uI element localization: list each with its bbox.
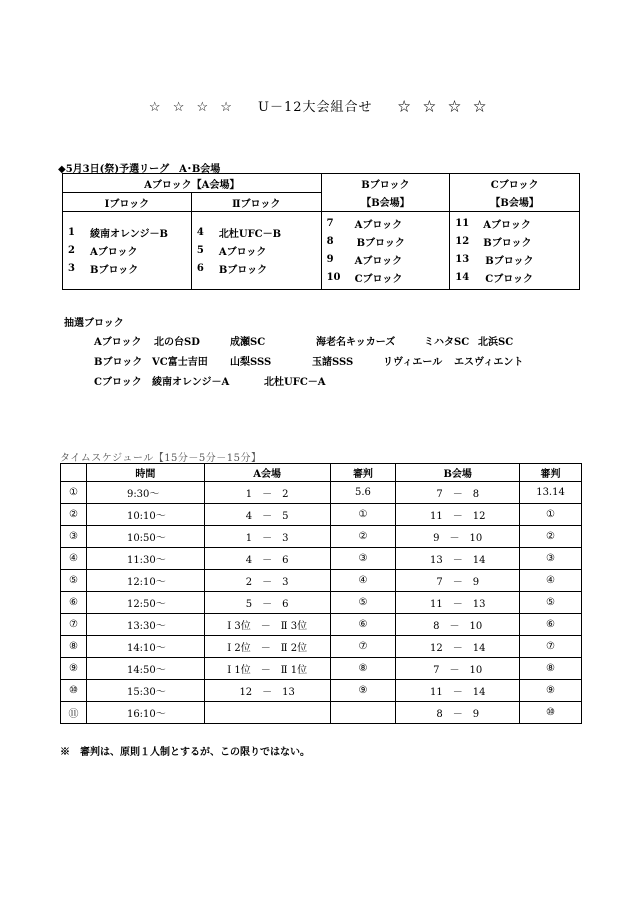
header-cell: A会場 [204,464,330,482]
table-cell: ⑩ [520,702,582,724]
table-cell: ① [520,504,582,526]
block-c-venue: 【B会場】 [450,193,580,212]
table-cell: ⑩ [61,680,87,702]
league-heading: ◆5月3日(祭)予選リーグ A･B会場 [58,164,221,175]
table-cell: 1 － 3 [204,526,330,548]
list-item: 11 Aブロック [455,218,531,231]
draw-team: ミハタSC [424,337,470,348]
header-cell: 審判 [330,464,396,482]
draw-label: Cブロック [94,377,142,388]
group2-header: Ⅱブロック [191,193,321,212]
table-cell: 5.6 [330,482,396,504]
table-row [61,592,582,614]
list-item: 1 綾南オレンジ－B [68,227,168,240]
table-cell: 12:10～ [86,570,204,592]
table-cell: Ⅰ 2位 － Ⅱ 2位 [204,636,330,658]
table-cell: 1 － 2 [204,482,330,504]
table-cell: 15:30～ [86,680,204,702]
table-cell: 9 － 10 [396,526,520,548]
draw-team: エスヴィエント [454,357,524,368]
header-cell: B会場 [396,464,520,482]
table-cell: 9:30～ [86,482,204,504]
table-cell: 4 － 6 [204,548,330,570]
table-row [61,658,582,680]
table-cell: 5 － 6 [204,592,330,614]
table-cell: Ⅰ 1位 － Ⅱ 1位 [204,658,330,680]
table-cell: 11 － 12 [396,504,520,526]
table-cell [330,702,396,724]
table-row [61,570,582,592]
draw-team: 北浜SC [478,337,514,348]
table-cell: ② [520,526,582,548]
schedule-table [60,463,582,724]
league-table [62,173,580,290]
table-cell: 13:30～ [86,614,204,636]
table-cell: ⑦ [330,636,396,658]
table-cell: ⑥ [520,614,582,636]
list-item: 6 Bブロック [196,263,268,276]
table-cell: 12 － 14 [396,636,520,658]
table-cell: ① [61,482,87,504]
draw-team: 海老名キッカーズ [316,337,396,348]
schedule-title: タイムスケジュール【15分－5分－15分】 [60,453,262,464]
table-cell: ⑤ [61,570,87,592]
list-item: 10 Cブロック [326,272,403,285]
table-row [61,548,582,570]
block-b-header: Bブロック [321,174,450,193]
block-b-list [321,212,450,290]
table-row [61,636,582,658]
table-cell: 8 － 9 [396,702,520,724]
table-cell [204,702,330,724]
table-cell: Ⅰ 3位 － Ⅱ 3位 [204,614,330,636]
table-cell: 11:30～ [86,548,204,570]
table-cell: ⑨ [520,680,582,702]
table-cell: ④ [61,548,87,570]
block-b-venue: 【B会場】 [321,193,450,212]
header-cell: 時間 [86,464,204,482]
table-cell: ⑧ [330,658,396,680]
page-title: ☆ ☆ ☆ ☆ U－12大会組合せ ☆ ☆ ☆ ☆ [148,100,488,115]
draw-team: 北杜UFC－A [264,377,326,388]
table-cell: ② [330,526,396,548]
table-cell: 7 － 9 [396,570,520,592]
table-cell: ③ [520,548,582,570]
table-cell: ⑪ [61,702,87,724]
table-cell: 14:10～ [86,636,204,658]
draw-label: Bブロック [94,357,143,368]
table-cell: ⑨ [61,658,87,680]
table-cell: ⑦ [61,614,87,636]
table-row [61,504,582,526]
table-cell: ⑥ [330,614,396,636]
list-item: 12 Bブロック [455,236,532,249]
table-cell: ③ [330,548,396,570]
table-cell: ④ [520,570,582,592]
list-item: 8 Bブロック [326,236,405,249]
draw-team: 綾南オレンジ－A [152,377,230,388]
list-item: 7 Aブロック [326,218,403,231]
list-item: 14 Cブロック [455,272,534,285]
draw-team: VC富士吉田 [152,357,208,368]
table-cell: ① [330,504,396,526]
table-cell: 7 － 8 [396,482,520,504]
table-cell: 11 － 14 [396,680,520,702]
table-cell: ⑥ [61,592,87,614]
group2-list [191,212,321,290]
draw-team: リヴィエール [383,357,443,368]
table-cell: ⑦ [520,636,582,658]
table-cell: 13 － 14 [396,548,520,570]
table-cell: 8 － 10 [396,614,520,636]
table-cell: 11 － 13 [396,592,520,614]
table-cell: 13.14 [520,482,582,504]
group1-list [63,212,192,290]
table-cell: 10:50～ [86,526,204,548]
list-item: 2 Aブロック [68,245,138,258]
table-cell: ⑧ [61,636,87,658]
table-cell: ③ [61,526,87,548]
table-cell: 14:50～ [86,658,204,680]
table-row [61,482,582,504]
draw-team: 北の台SD [154,337,200,348]
draw-team: 成瀬SC [230,337,266,348]
list-item: 9 Aブロック [326,254,403,267]
table-cell: 16:10～ [86,702,204,724]
table-cell: 10:10～ [86,504,204,526]
table-cell: ② [61,504,87,526]
table-cell: ⑧ [520,658,582,680]
table-cell: ⑤ [330,592,396,614]
list-item: 3 Bブロック [68,263,139,276]
table-row [61,614,582,636]
block-a-header: Aブロック【A会場】 [63,174,322,193]
referee-note: ※ 審判は、原則１人制とするが、この限りではない。 [60,747,310,758]
table-row [61,526,582,548]
table-cell: 4 － 5 [204,504,330,526]
list-item: 13 Bブロック [455,254,534,267]
table-row [61,702,582,724]
table-cell: 2 － 3 [204,570,330,592]
table-cell: ⑤ [520,592,582,614]
draw-title: 抽選ブロック [64,318,124,329]
table-row [61,680,582,702]
header-cell [61,464,87,482]
header-cell: 審判 [520,464,582,482]
list-item: 4 北杜UFC－B [196,227,282,240]
table-cell: 12 － 13 [204,680,330,702]
block-c-header: Cブロック [450,174,580,193]
draw-label: Aブロック [94,337,142,348]
draw-team: 玉諸SSS [312,357,354,368]
list-item: 5 Aブロック [196,245,267,258]
table-cell: 12:50～ [86,592,204,614]
table-cell: 7 － 10 [396,658,520,680]
block-c-list [450,212,580,290]
group1-header: Ⅰブロック [63,193,192,212]
table-cell: ④ [330,570,396,592]
draw-team: 山梨SSS [230,357,272,368]
table-cell: ⑨ [330,680,396,702]
